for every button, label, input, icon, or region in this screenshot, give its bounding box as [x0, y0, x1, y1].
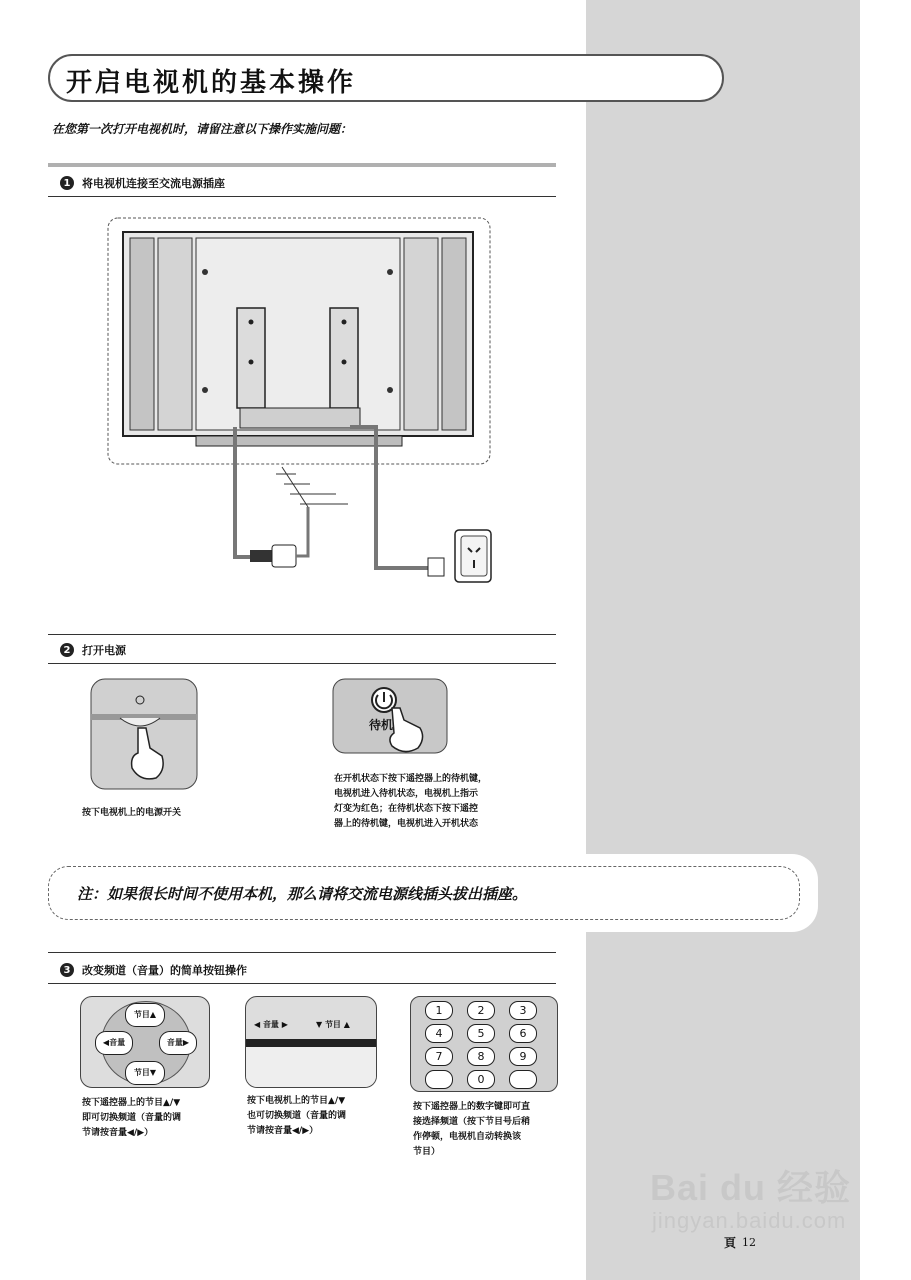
- pad-down-button: 节目▼: [125, 1061, 165, 1085]
- note-box: [48, 866, 800, 920]
- keypad-key: [425, 1070, 453, 1089]
- gray-sidebar: [586, 0, 860, 1280]
- watermark-url: jingyan.baidu.com: [652, 1208, 847, 1233]
- caption-line: 也可切换频道（音量的调: [247, 1111, 347, 1121]
- section3-heading: [60, 962, 247, 978]
- tv-power-button-illustration: [90, 678, 198, 790]
- note-text: 注：如果很长时间不使用本机，那么请将交流电源线插头拔出插座。: [77, 885, 528, 903]
- keypad-key: 0: [467, 1070, 495, 1089]
- keypad-key: 4: [425, 1024, 453, 1043]
- keypad-key: 6: [509, 1024, 537, 1043]
- section1-bar: [48, 163, 556, 167]
- pad-right-button: 音量▶: [159, 1031, 197, 1055]
- tv-connection-diagram: [100, 212, 560, 612]
- keypad-key: 9: [509, 1047, 537, 1066]
- caption-line: 节请按音量◀/▶）: [247, 1126, 319, 1136]
- caption-line: 节请按音量◀/▶）: [82, 1128, 154, 1138]
- title-banner: [48, 54, 724, 102]
- caption-line: 按下电视机上的节目▲/▼: [247, 1096, 346, 1106]
- baidu-watermark: [650, 1160, 852, 1233]
- caption-line: 接选择频道（按下节目号后稍: [413, 1117, 531, 1127]
- section1-number: 1: [60, 176, 74, 190]
- page-label: 頁: [724, 1236, 737, 1250]
- section3-caption-b: [247, 1094, 346, 1139]
- section3-rule: [48, 983, 556, 984]
- caption-line: 按下遥控器上的数字键即可直: [413, 1102, 531, 1112]
- caption-line: 器上的待机键，电视机进入开机状态: [334, 819, 479, 829]
- section1-rule: [48, 196, 556, 197]
- tv-panel-illustration: [245, 996, 377, 1088]
- section1-heading-text: 将电视机连接至交流电源插座: [82, 177, 225, 190]
- remote-standby-label: 待机: [369, 718, 394, 732]
- section2-caption-left: 按下电视机上的电源开关: [82, 808, 182, 818]
- section2-caption-right: [334, 772, 487, 832]
- caption-line: 节目）: [413, 1147, 441, 1157]
- section3-heading-text: 改变频道（音量）的简单按钮操作: [82, 964, 247, 977]
- keypad-key: 2: [467, 1001, 495, 1020]
- pad-up-button: 节目▲: [125, 1003, 165, 1027]
- panel-volume-label: ◀ 音量 ▶: [254, 1020, 288, 1029]
- keypad-key: 7: [425, 1047, 453, 1066]
- section2-rule-top: [48, 634, 556, 635]
- remote-keypad-illustration: [410, 996, 558, 1092]
- section3-caption-a: [82, 1096, 181, 1141]
- caption-line: 在开机状态下按下遥控器上的待机键，: [334, 774, 488, 784]
- keypad-key: 5: [467, 1024, 495, 1043]
- watermark-logo: Bai du 经验: [650, 1167, 852, 1208]
- caption-line: 灯变为红色；在待机状态下按下遥控: [334, 804, 479, 814]
- keypad-key: 3: [509, 1001, 537, 1020]
- page-title: 开启电视机的基本操作: [66, 68, 357, 98]
- panel-channel-label: ▼ 节目 ▲: [316, 1020, 350, 1029]
- intro-text: 在您第一次打开电视机时，请留注意以下操作实施问题：: [52, 122, 353, 136]
- section3-number: 3: [60, 963, 74, 977]
- section2-number: 2: [60, 643, 74, 657]
- caption-line: 即可切换频道（音量的调: [82, 1113, 182, 1123]
- section3-rule-top: [48, 952, 556, 953]
- caption-line: 电视机进入待机状态，电视机上指示: [334, 789, 479, 799]
- page-number: [724, 1234, 756, 1251]
- section2-heading: [60, 642, 126, 658]
- page-number-value: 12: [742, 1236, 757, 1249]
- caption-line: 作停顿，电视机自动转换该: [413, 1132, 522, 1142]
- section3-caption-c: [413, 1100, 530, 1160]
- direction-pad-illustration: [80, 996, 210, 1088]
- pad-left-button: ◀音量: [95, 1031, 133, 1055]
- caption-line: 按下遥控器上的节目▲/▼: [82, 1098, 181, 1108]
- keypad-key: [509, 1070, 537, 1089]
- keypad-key: 8: [467, 1047, 495, 1066]
- section2-rule: [48, 663, 556, 664]
- section2-heading-text: 打开电源: [82, 644, 126, 657]
- keypad-key: 1: [425, 1001, 453, 1020]
- section1-heading: [60, 175, 225, 191]
